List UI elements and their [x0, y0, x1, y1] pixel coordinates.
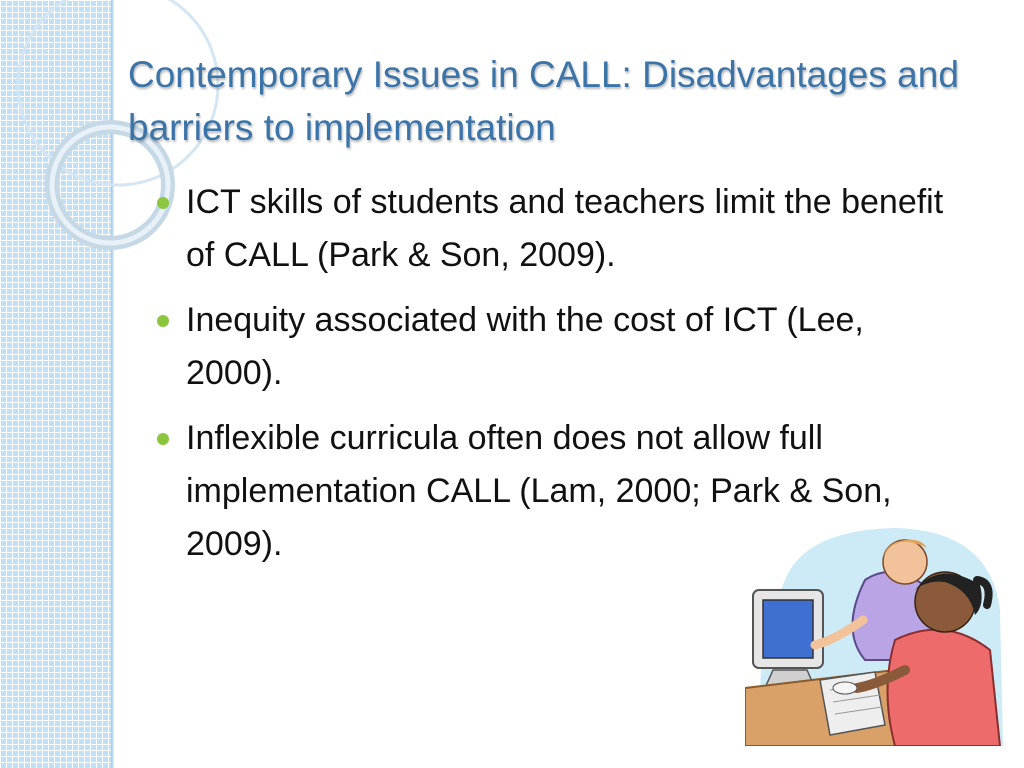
bullet-dot-icon [157, 433, 169, 445]
slide-title: Contemporary Issues in CALL: Disadvantages and barriers to implementation [128, 54, 959, 148]
bullet-item [155, 176, 955, 282]
bullet-dot-icon [157, 315, 169, 327]
bullet-text: Inflexible curricula often does not allow full implementation CALL (Lam, 2000; Park & Son, 2009). [186, 419, 892, 563]
bullet-dot-icon [157, 197, 169, 209]
side-band-edge [111, 0, 114, 768]
bullet-item [155, 294, 955, 400]
decorative-side-band [0, 0, 113, 768]
bullet-text: ICT skills of students and teachers limit the benefit of CALL (Park & Son, 2009). [186, 183, 944, 274]
bullet-text: Inequity associated with the cost of ICT (Lee, 2000). [186, 301, 864, 392]
students-at-computer-illustration [745, 520, 1005, 746]
